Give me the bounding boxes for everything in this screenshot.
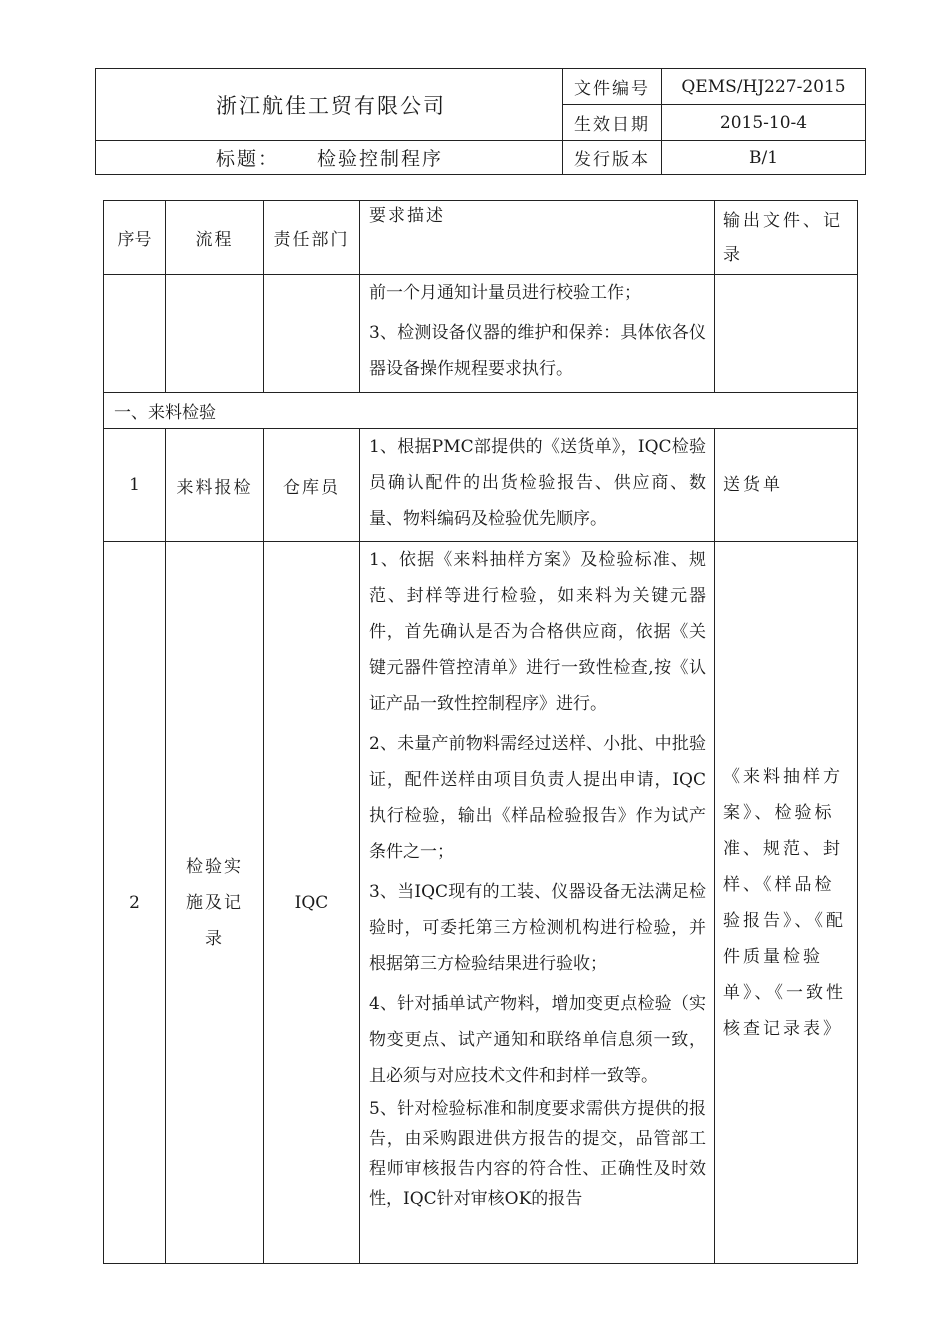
title-label: 标题： xyxy=(216,148,280,170)
col-header-output xyxy=(715,201,858,275)
doc-title: 检验控制程序 xyxy=(317,148,444,170)
date-label: 生效日期 xyxy=(563,105,662,141)
col-header-req-text: 要求描述 xyxy=(369,206,445,226)
doc-no: QEMS/HJ227-2015 xyxy=(662,69,866,105)
row2-req-item-2: 2、未量产前物料需经过送样、小批、中批验证，配件送样由项目负责人提出申请，IQC执行检验，输出《样品检验报告》作为试产条件之一； xyxy=(369,734,706,862)
row1-dept: 仓库员 xyxy=(264,429,360,542)
col-header-no: 序号 xyxy=(104,201,166,275)
cont-req xyxy=(360,275,715,393)
document-header xyxy=(95,68,866,175)
row1-req-text: 1、根据PMC部提供的《送货单》，IQC检验员确认配件的出货检验报告、供应商、数量、物料编码及检验优先顺序。 xyxy=(369,437,706,529)
cont-req-line-2: 3、检测设备仪器的维护和保养：具体依各仪器设备操作规程要求执行。 xyxy=(369,323,706,379)
cont-req-line-1: 前一个月通知计量员进行校验工作； xyxy=(369,283,641,303)
row2-dept: IQC xyxy=(264,542,360,1264)
row2-process-text: 检验实施及记录 xyxy=(186,856,243,949)
col-header-dept: 责任部门 xyxy=(264,201,360,275)
section-heading: 一、来料检验 xyxy=(104,393,858,429)
row2-process xyxy=(166,542,264,1264)
col-header-output-text: 输出文件、记录 xyxy=(723,210,843,265)
row2-req-item-4: 4、针对插单试产物料，增加变更点检验（实物变更点、试产通知和联络单信息须一致，且必须与对应技术文件和封样一致等。 xyxy=(369,994,706,1086)
row2-req-item-5: 5、针对检验标准和制度要求需供方提供的报告，由采购跟进供方报告的提交，品管部工程师审核报告内容的符合性、正确性及时效性，IQC针对审核OK的报告 xyxy=(369,1099,706,1209)
cont-process xyxy=(166,275,264,393)
row2-req-item-3: 3、当IQC现有的工装、仪器设备无法满足检验时，可委托第三方检测机构进行检验，并根据第三方检验结果进行验收； xyxy=(369,882,706,974)
row2-no: 2 xyxy=(104,542,166,1264)
row1-output: 送货单 xyxy=(715,429,858,542)
row2-output: 《来料抽样方案》、检验标准、规范、封样、《样品检验报告》、《配件质量检验单》、《一致性核查记录表》 xyxy=(715,542,858,1264)
company-name: 浙江航佳工贸有限公司 xyxy=(96,69,563,141)
col-header-process: 流程 xyxy=(166,201,264,275)
version-label: 发行版本 xyxy=(563,141,662,175)
row1-process: 来料报检 xyxy=(166,429,264,542)
doc-no-label: 文件编号 xyxy=(563,69,662,105)
row2-req-item-1: 1、依据《来料抽样方案》及检验标准、规范、封样等进行检验，如来料为关键元器件，首先确认是否为合格供应商，依据《关键元器件管控清单》进行一致性检查,按《认证产品一致性控制程序》进行。 xyxy=(369,550,706,714)
row2-req xyxy=(360,542,715,1264)
procedure-table xyxy=(103,200,858,1264)
cont-no xyxy=(104,275,166,393)
version: B/1 xyxy=(662,141,866,175)
title-cell xyxy=(96,141,563,175)
cont-dept xyxy=(264,275,360,393)
cont-output xyxy=(715,275,858,393)
row1-req xyxy=(360,429,715,542)
row1-no: 1 xyxy=(104,429,166,542)
effective-date: 2015-10-4 xyxy=(662,105,866,141)
col-header-req xyxy=(360,201,715,275)
